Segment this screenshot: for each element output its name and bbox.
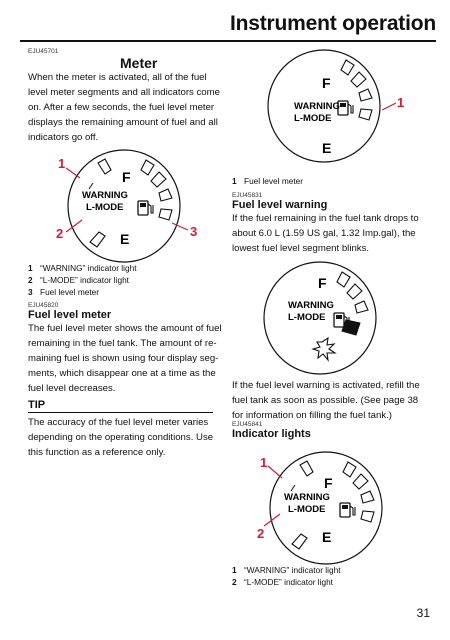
callout-1: 1 [397,95,405,110]
fuel-level-meter-heading: Fuel level meter [28,309,112,321]
full-mark: F [322,75,331,91]
warning-indicator: WARNING [284,492,330,503]
tip-label: TIP [28,399,46,411]
section-code: EJU45701 [28,48,59,55]
fuel-level-meter-paragraph: The fuel level meter shows the amount of fuel remaining in the fuel tank. The amount of re- maining fuel is shown using four display seg- ments, which disappear one at a time as the fuel level decreases. [28,323,222,394]
section-code: EJU45831 [232,192,263,199]
legend-left: 1 “WARNING” indicator light 2 “L-MODE” indicator light 3 Fuel level meter [28,263,137,297]
callout-line [172,223,188,230]
refill-paragraph: If the fuel level warning is activated, refill the fuel tank as soon as possible. (See page 38 for information on filling the fuel tank.) [232,380,420,421]
full-mark: F [122,169,131,185]
fuel-gauge-b [68,150,180,262]
callout-line [382,103,396,110]
empty-mark: E [120,231,130,247]
callout-line [268,466,282,478]
callout-1: 1 [260,455,268,470]
full-mark: F [318,275,327,291]
warning-indicator: WARNING [82,190,128,201]
page-number: 31 [416,606,430,620]
callout-3: 3 [190,224,198,239]
legend-right: 1 “WARNING” indicator light 2 “L-MODE” indicator light [232,565,341,587]
section-code: EJU45820 [28,302,59,309]
caption-fuel-meter: 1 Fuel level meter [232,176,304,186]
fuel-gauge-a [268,50,380,162]
callout-2: 2 [56,226,64,241]
fuel-gauge-c [264,262,376,374]
lmode-indicator: L-MODE [86,202,124,213]
section-code: EJU45841 [232,421,263,428]
fuel-level-warning-paragraph: If the fuel remaining in the fuel tank drops to about 6.0 L (1.59 US gal, 1.32 Imp.gal), the lowest fuel level segment blinks. [232,213,419,254]
empty-mark: E [322,140,332,156]
lmode-indicator: L-MODE [288,312,326,323]
fuel-gauge-d [270,452,382,564]
callout-2: 2 [257,526,265,541]
meter-heading: Meter [120,55,158,71]
empty-mark: E [322,529,332,545]
indicator-lights-heading: Indicator lights [232,428,311,440]
meter-paragraph: When the meter is activated, all of the fuel level meter segments and all indicators come on. After a few seconds, the fuel level meter displays the remaining amount of fuel and all indicators go off. [28,72,220,143]
full-mark: F [324,475,333,491]
section-title: Instrument operation [229,12,436,35]
lmode-indicator: L-MODE [288,504,326,515]
warning-indicator: WARNING [294,101,340,112]
tip-paragraph: The accuracy of the fuel level meter varies depending on the operating conditions. Use this function as a reference only. [28,417,214,458]
fuel-level-warning-heading: Fuel level warning [232,199,328,211]
callout-1: 1 [58,156,66,171]
callout-line [66,168,80,178]
lmode-indicator: L-MODE [294,113,332,124]
warning-indicator: WARNING [288,300,334,311]
